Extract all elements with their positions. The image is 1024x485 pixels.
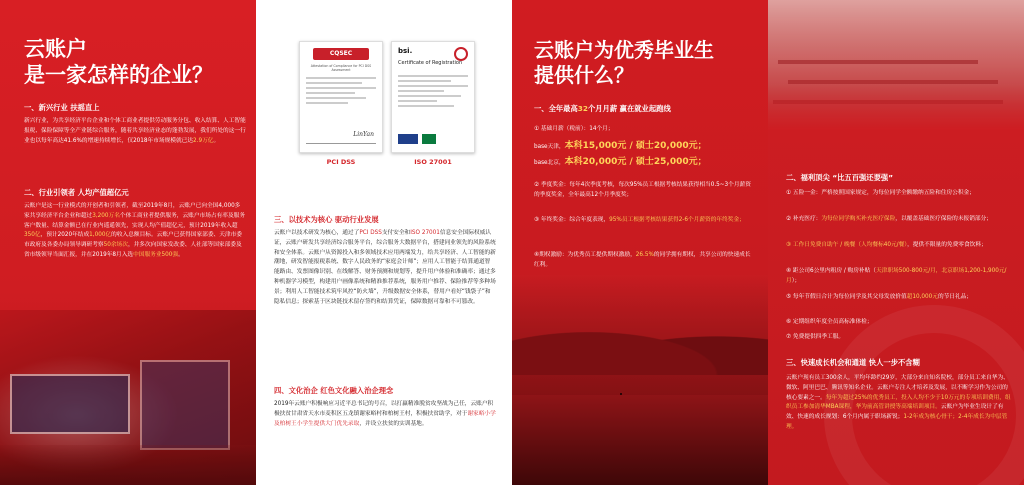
accreditation-mark-icon [398, 134, 418, 144]
panel-benefits-growth [768, 0, 1024, 485]
section-body: 云账户以技术研发为核心，通过了PCI DSS支付安全和ISO 27001信息安全国际权威认证，云账户研发共享经济综合服务平台，综合服务大数据平台，搭建同业领先的风险系统和安全体系。云账户从资源投入和多领域技术应用两端发力，给共享经济、人工智能的新潮地，研发智能报税系统、数字人民政务的“家庭会计师”；应用人工智能于结算通道智能路由、发票图像识别、在线解答、财务预测和规划等，提升用户体验和准确率；通过多种机器学习模型，构建用户画像系统和精准推荐系统，服务用户推荐、保险推荐等多种场景；利用人工智能技术筑牢风控“防火墙”，升级数据安全体系，替用户看好“钱袋子”和隐私信息；探索基于区块链技术留存签约和结算凭证，保障数据可靠和不可篡改。 [274, 230, 496, 305]
page-title [24, 36, 213, 89]
cert-caption-pci: PCI DSS [326, 158, 356, 166]
title-line-2: 是一家怎样的企业？ [24, 63, 213, 88]
seal-icon [454, 47, 468, 61]
benefit-item: ④ 距公司6公里内租房 / 购房补贴（天津职场500-800元/月，北京职场1,200-1,900元/月）； [786, 268, 1007, 284]
office-photo [768, 0, 1024, 130]
cqsec-logo: CQSEC [313, 48, 369, 60]
title-line-2: 提供什么？ [534, 63, 634, 87]
base-salary-item: ① 基础月薪（税前）：14个月； [534, 126, 614, 132]
cert-caption-iso: ISO 27001 [414, 158, 452, 166]
panel-company-intro [0, 0, 256, 485]
expo-photo [0, 310, 256, 485]
annual-bonus-item: ③ 年终奖金：综合年度表现，95%员工根据考核结果获得2-6个月薪资的年终奖金； [534, 217, 745, 223]
section-body: 新兴行业，为共享经济平台企业和个体工商业者提供劳动服务分包、收入结算、人工智能报税、保险保障等全产业链综合服务，随着共享经济业态的蓬勃发展，我们所处的这一行业也以每年高达41.6%的增速持续增长，仅2018年市场规模就已达2.9万亿。 [24, 118, 246, 144]
title-line-1: 云账户 [24, 37, 87, 61]
section-heading: 四、文化治企 红色文化融入治企理念 [274, 386, 394, 395]
red-boat-photo [512, 275, 768, 485]
section-heading: 二、行业引领者 人均产值超亿元 [24, 188, 129, 197]
expo-screen-image [10, 374, 130, 434]
section-heading: 二、福利顶尖 “比五百强还要强” [786, 173, 893, 182]
bsi-logo: bsi. [398, 47, 413, 55]
section-body: 2019年云账户积极响应习近平总书记的号召，以打赢精准脱贫攻坚战为己任，云账户积极扶贫甘肃省天水市麦积区五龙镇谢家峪村和柏树王村，积极扶贫助学，对于谢家峪小学及柏树王小学生提供大门优先录取，并设立扶贫的实训基地。 [274, 401, 496, 427]
section-heading: 一、全年最高32个月月薪 赢在就业起跑线 [534, 104, 671, 113]
benefit-item: ⑦ 免费提供四季工服。 [786, 334, 845, 340]
panel-technology [256, 0, 512, 485]
option-incentive-item: ④期权激励：为优秀员工提供期权激励，26.5%的同学拥有期权，共享公司的快速成长红利。 [534, 252, 751, 268]
benefit-item: ⑤ 每年节假日合计为每位同学及其父母发放价值超10,000元的节日礼品； [786, 294, 973, 300]
section-body: 云账户是这一行业模式的开创者和引领者，截至2019年8月，云账户已向全国4,000多家共享经济平台企业和超过3,200万名个体工商业者提供服务，云账户市场占有率及服务客户数量、结算金额已在行业内遥遥领先，实现人均产值超亿元，预计2019年收入超350亿，预计2020年结成1,000亿的收入总额目标。云账户已获得国家部委、天津市委市政府及各委办局领导调研考察50余场次，并多次向国家发改委、人社部等国家部委及省市级领导当面汇报，并在2019年8月入选中国服务业500强。 [24, 203, 246, 258]
pci-dss-certificate: CQSEC Attestation of Compliance for PCI DSS Assessment LinYan [299, 41, 383, 153]
benefit-item: ⑥ 定期组织年度全员高标准体检； [786, 319, 873, 325]
page-title [534, 38, 714, 88]
benefit-item: ② 补充医疗：为每位同学购买补充医疗保险，以覆盖基础医疗保险的未报销部分； [786, 216, 992, 222]
quarterly-bonus-item: ② 季度奖金：每年4次季度考核，每次95%员工根据考核结果获得相当0.5~3个月薪资的季度奖金，全年最高12个月季度奖； [534, 182, 751, 198]
salary-beijing: base北京，本科20,000元 / 硕士25,000元； [534, 157, 707, 167]
section-heading: 三、以技术为核心 驱动行业发展 [274, 215, 379, 224]
panel-graduate-offer [512, 0, 768, 485]
benefit-item: ① 五险一金：严格按照国家规定，为每位同学全额缴纳五险和住房公积金； [786, 190, 975, 196]
title-line-1: 云账户为优秀毕业生 [534, 38, 714, 62]
section-body: 云账户现有员工300余人，平均年龄约29岁，大部分来自知名院校，部分员工来自华为、微软、阿里巴巴、腾讯等知名企业。云账户专注人才培养及发展，以不断学习作为公司的核心要素之一。每年为超过25%的优秀员工，投入人均不少于10万元的专项培训费用，组织员工参加清华MBA课程，华为前高管讲授等高端培训项目。云账户为毕业生设计了有效、快速的成长规划：6个月内属于职场新锐；1-2年成为核心骨干；2-4年成长为中层管理。 [786, 375, 1011, 430]
signature: LinYan [353, 131, 374, 138]
section-heading: 一、新兴行业 扶摇直上 [24, 103, 100, 112]
benefit-item: ③ 工作日免费自助午 / 晚餐（人均餐标40元/餐），提供不限量的免费零食饮料； [786, 242, 987, 248]
ukas-mark-icon [422, 134, 436, 144]
expo-display-image [140, 360, 230, 450]
salary-tianjin: base天津，本科15,000元 / 硕士20,000元； [534, 141, 707, 151]
iso-27001-certificate: bsi. Certificate of Registration [391, 41, 475, 153]
section-heading: 三、快速成长机会和通道 快人一步不含糊 [786, 358, 920, 367]
